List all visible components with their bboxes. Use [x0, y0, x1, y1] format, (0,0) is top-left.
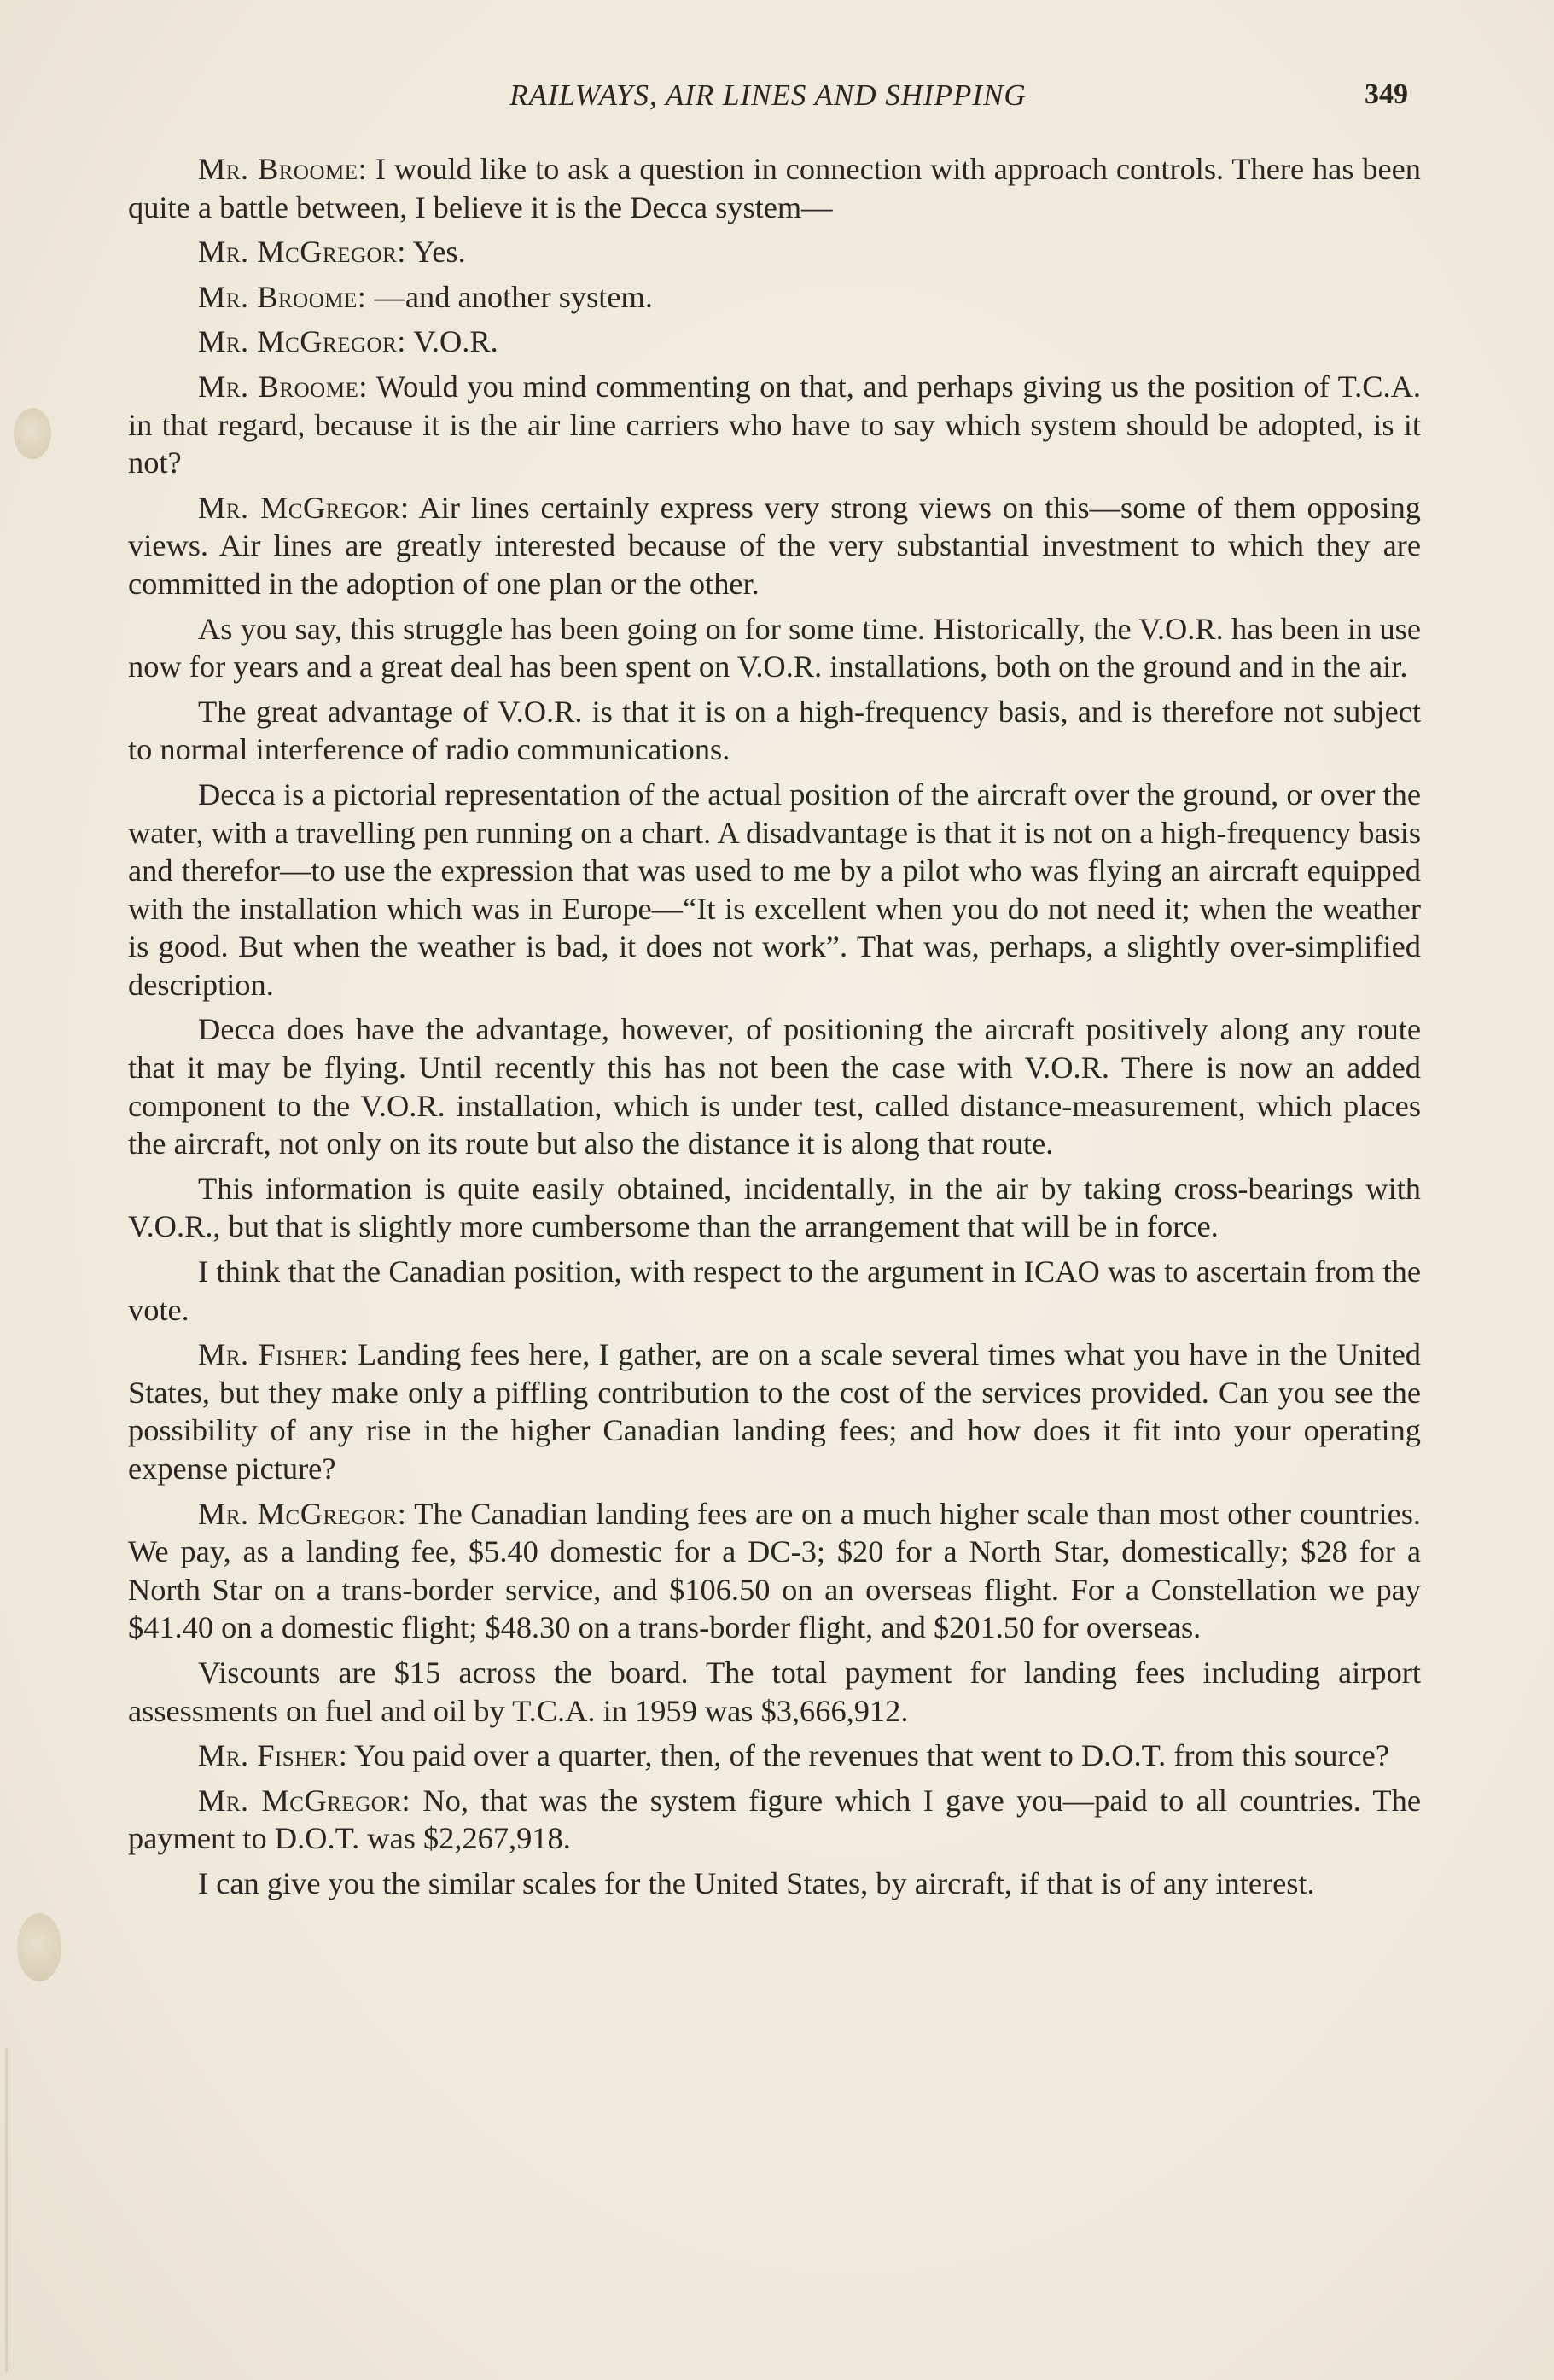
paragraph: [128, 693, 1421, 769]
paragraph: [128, 1737, 1421, 1775]
binding-hole-mark: [17, 1913, 61, 1981]
paragraph: [128, 1253, 1421, 1329]
paragraph-text: V.O.R.: [405, 324, 498, 359]
paragraph-text: No, that was the system figure which I gave you—paid to all countries. The payment to D.O.T. was $2,267,918.: [128, 1783, 1421, 1856]
speaker-name: Mr. McGregor:: [198, 1496, 407, 1531]
transcript-body: [128, 150, 1421, 1910]
paragraph: [128, 323, 1421, 361]
paragraph: [128, 1865, 1421, 1903]
paragraph-text: Decca is a pictorial representation of the actual position of the aircraft over the ground, or over the water, with a travelling pen running on a chart. A disadvantage is that it is not on a high-frequency basis and therefor—to use the expression that was used to me by a pilot who was flying an aircraft equipped with the installation which was in Europe—“It is excellent when you do not need it; when the weather is good. But when the weather is bad, it does not work”. That was, perhaps, a slightly over-simplified description.: [128, 777, 1421, 1002]
paragraph: [128, 150, 1421, 226]
paragraph: [128, 278, 1421, 317]
paragraph-text: I would like to ask a question in connection with approach controls. There has been quite a battle between, I believe it is the Decca system—: [128, 152, 1421, 224]
paragraph: [128, 489, 1421, 603]
paragraph-text: Viscounts are $15 across the board. The total payment for landing fees including airport assessments on fuel and oil by T.C.A. in 1959 was $3,666,912.: [128, 1655, 1421, 1728]
paragraph: [128, 1170, 1421, 1246]
page-edge-shadow: [5, 2048, 8, 2372]
paragraph-text: The Canadian landing fees are on a much higher scale than most other countries. We pay, as a landing fee, $5.40 domestic for a DC-3; $20 for a North Star, domestically; $28 for a North Star on a trans-border service, and $106.50 on an overseas flight. For a Constellation we pay $41.40 on a domestic flight; $48.30 on a trans-border flight, and $201.50 for overseas.: [128, 1496, 1421, 1645]
speaker-name: Mr. Broome:: [198, 152, 368, 186]
paragraph: [128, 610, 1421, 686]
running-title: RAILWAYS, AIR LINES AND SHIPPING: [509, 79, 1027, 112]
paragraph-text: Would you mind commenting on that, and perhaps giving us the position of T.C.A. in that regard, because it is the air line carriers who have to say which system should be adopted, is it not?: [128, 369, 1421, 480]
page-number: 349: [1365, 79, 1408, 110]
paragraph-text: This information is quite easily obtained, incidentally, in the air by taking cross-bearings with V.O.R., but that is slightly more cumbersome than the arrangement that will be in force.: [128, 1171, 1421, 1244]
speaker-name: Mr. Broome:: [198, 279, 367, 314]
paragraph-text: I can give you the similar scales for the United States, by aircraft, if that is of any interest.: [198, 1865, 1315, 1900]
speaker-name: Mr. McGregor:: [198, 1783, 411, 1818]
speaker-name: Mr. Fisher:: [198, 1738, 348, 1773]
paragraph-text: —and another system.: [366, 279, 653, 314]
binding-hole-mark: [14, 408, 51, 459]
paragraph: [128, 233, 1421, 271]
paragraph-text: The great advantage of V.O.R. is that it is on a high-frequency basis, and is therefore not subject to normal interference of radio communications.: [128, 694, 1421, 767]
paragraph-text: Yes.: [405, 235, 466, 270]
speaker-name: Mr. McGregor:: [198, 235, 406, 270]
paragraph-text: I think that the Canadian position, with respect to the argument in ICAO was to ascertain from the vote.: [128, 1254, 1421, 1327]
paragraph-text: Air lines certainly express very strong views on this—some of them opposing views. Air lines are greatly interested because of the very substantial investment to which they are committed in the adoption of one plan or the other.: [128, 490, 1421, 601]
paragraph: [128, 776, 1421, 1004]
speaker-name: Mr. Broome:: [198, 369, 368, 404]
page-header: [128, 79, 1408, 121]
paragraph: [128, 1010, 1421, 1162]
speaker-name: Mr. Fisher:: [198, 1337, 349, 1372]
paragraph-text: As you say, this struggle has been going on for some time. Historically, the V.O.R. has been in use now for years and a great deal has been spent on V.O.R. installations, both on the ground and in the air.: [128, 611, 1421, 684]
paragraph: [128, 1654, 1421, 1730]
paragraph: [128, 1495, 1421, 1647]
paragraph: [128, 1782, 1421, 1858]
paragraph-text: Decca does have the advantage, however, of positioning the aircraft positively along any route that it may be flying. Until recently this has not been the case with V.O.R. There is now an added component to the V.O.R. installation, which is under test, called distance-measurement, which places the aircraft, not only on its route but also the distance it is along that route.: [128, 1012, 1421, 1161]
speaker-name: Mr. McGregor:: [198, 324, 406, 359]
paragraph: [128, 368, 1421, 482]
paragraph-text: You paid over a quarter, then, of the revenues that went to D.O.T. from this source?: [347, 1738, 1389, 1773]
paragraph-text: Landing fees here, I gather, are on a scale several times what you have in the United States, but they make only a piffling contribution to the cost of the services provided. Can you see the possibility of any rise in the higher Canadian landing fees; and how does it fit into your operating expense picture?: [128, 1337, 1421, 1486]
speaker-name: Mr. McGregor:: [198, 490, 410, 525]
paragraph: [128, 1335, 1421, 1487]
